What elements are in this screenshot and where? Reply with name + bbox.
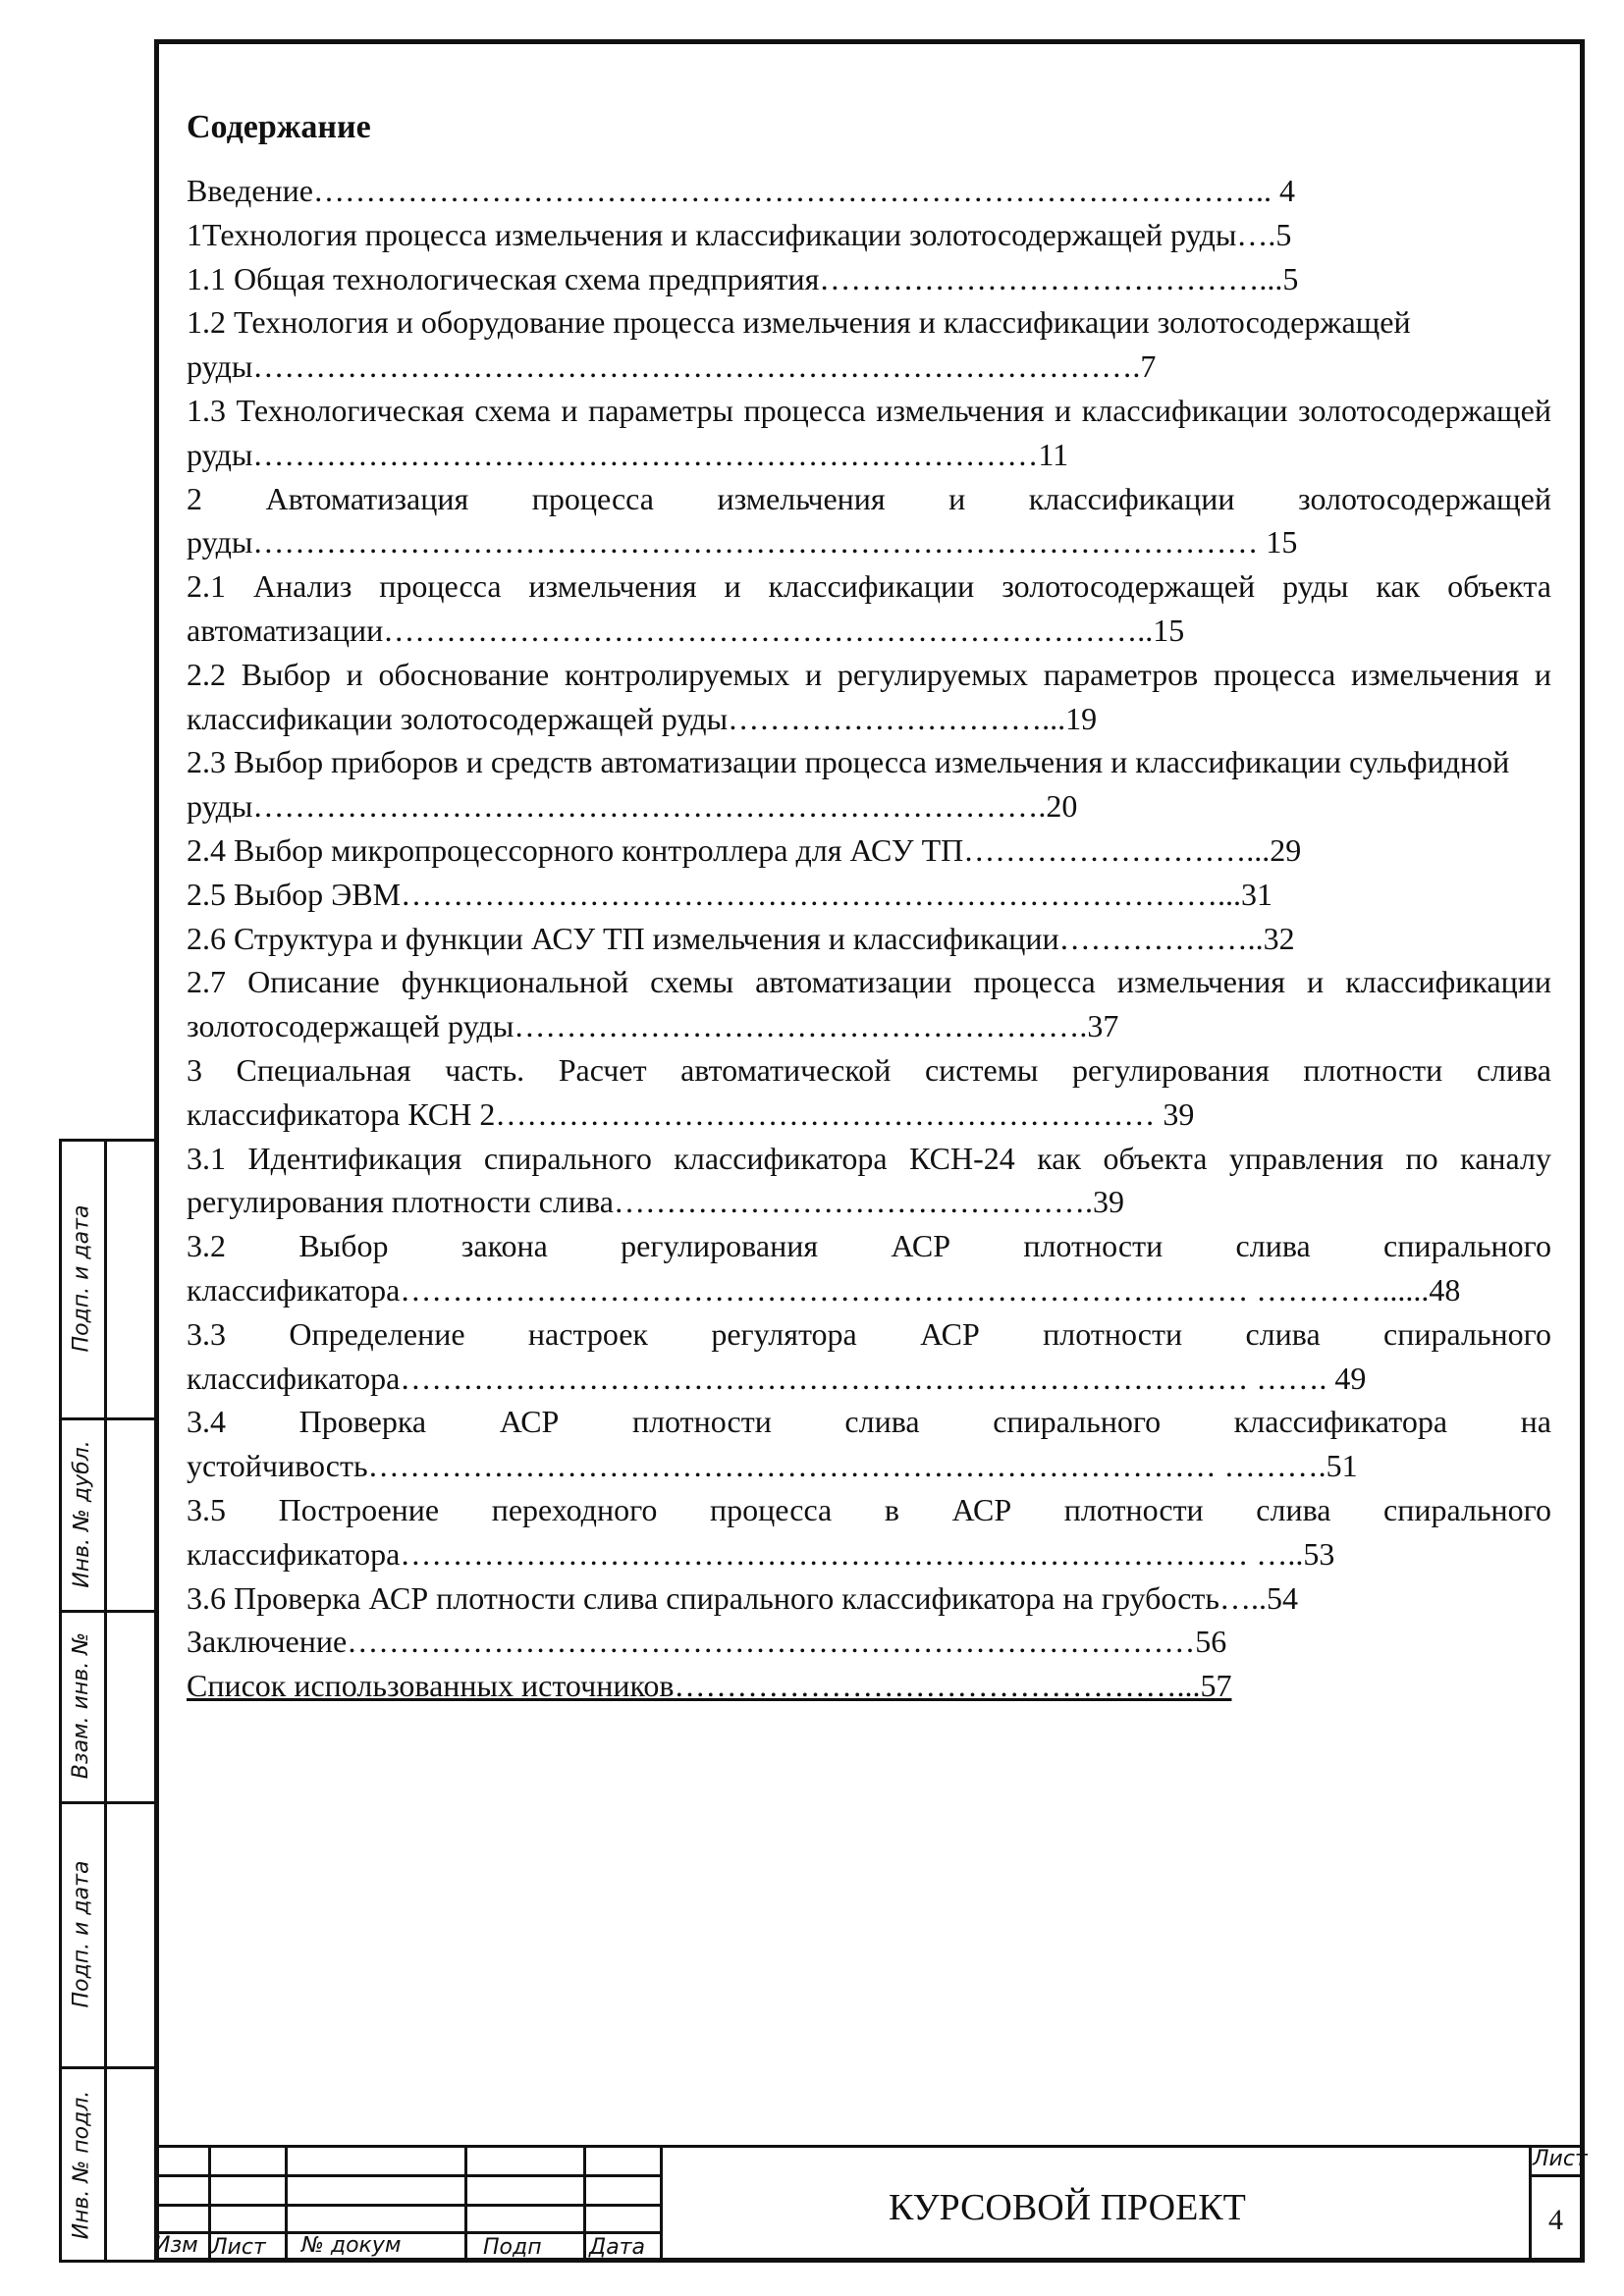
title-block-row-line <box>154 2174 663 2177</box>
toc-entry: руды………………………………………………………………….20 <box>187 788 1078 825</box>
title-block-col-line <box>1529 2145 1532 2263</box>
toc-entry: 1.1 Общая технологическая схема предприятия……………………………………...5 <box>187 260 1299 296</box>
title-block-top-line <box>154 2145 1585 2148</box>
toc-entry: 2 Автоматизация процесса измельчения и классификации золотосодержащей руды…………………………………………………………………………………… 15 <box>187 480 1551 561</box>
toc-entry: 2.1 Анализ процесса измельчения и классификации золотосодержащей руды как объекта автоматизации………………………………………………………………..15 <box>187 568 1551 648</box>
label-izm: Изм <box>154 2233 198 2258</box>
toc-entry: 2.4 Выбор микропроцессорного контроллера для АСУ ТП………………………...29 <box>187 831 1302 868</box>
toc-list <box>187 169 1551 1708</box>
side-label-inv-dubl: Инв. № дубл. <box>69 1439 94 1588</box>
toc-entry: 3.6 Проверка АСР плотности слива спирального классификатора на грубость…..54 <box>187 1579 1298 1616</box>
toc-entry: 1.3 Технологическая схема и параметры процесса измельчения и классификации золотосодержащей руды…………………………………………………………………11 <box>187 392 1551 472</box>
label-podp: Подп <box>483 2235 542 2260</box>
side-label-podp-data-top: Подп. и дата <box>69 1204 94 1352</box>
side-label-vzam-inv: Взам. инв. № <box>69 1631 94 1780</box>
label-data: Дата <box>589 2235 645 2260</box>
toc-entry: 1.2 Технология и оборудование процесса измельчения и классификации золотосодержащей <box>187 304 1411 341</box>
toc-entry: 2.3 Выбор приборов и средств автоматизации процесса измельчения и классификации сульфидной <box>187 744 1510 780</box>
title-block-row-line <box>154 2204 663 2207</box>
toc-entry: 1Технология процесса измельчения и классификации золотосодержащей руды….5 <box>187 216 1292 252</box>
title-block-row-line <box>154 2231 663 2234</box>
side-label-inv-podl: Инв. № подл. <box>69 2090 94 2239</box>
toc-entry: 3.3 Определение настроек регулятора АСР плотности слива спирального классификатора……………………………………………………………………… ……. 49 <box>187 1315 1551 1396</box>
sheet-number: 4 <box>1548 2204 1563 2236</box>
toc-entry: Список использованных источников…………………………………………...57 <box>187 1668 1232 1704</box>
title-block-col-line <box>660 2145 663 2263</box>
page-title: Содержание <box>187 109 371 145</box>
toc-entry: 3.2 Выбор закона регулирования АСР плотности слива спирального классификатора……………………………………………………………………… …………......48 <box>187 1228 1551 1308</box>
title-block <box>154 2145 1588 2263</box>
sheet-cell-line <box>1529 2174 1585 2177</box>
document-title: КУРСОВОЙ ПРОЕКТ <box>889 2187 1246 2228</box>
side-strip-divider <box>104 1139 107 2263</box>
toc-entry: 2.5 Выбор ЭВМ……………………………………………………………………...31 <box>187 876 1273 912</box>
toc-entry: 3.1 Идентификация спирального классификатора КСН-24 как объекта управления по каналу регулирования плотности слива……………………………………….39 <box>187 1140 1551 1220</box>
title-block-col-line <box>583 2145 586 2263</box>
side-label-podp-data-bottom: Подп. и дата <box>69 1860 94 2007</box>
table-of-contents <box>187 106 1551 1708</box>
title-block-col-line <box>464 2145 467 2263</box>
label-dokum: № докум <box>301 2233 402 2258</box>
toc-entry: 3.4 Проверка АСР плотности слива спирального классификатора на устойчивость……………………………………………………………………… ……….51 <box>187 1404 1551 1484</box>
toc-entry: 2.7 Описание функциональной схемы автоматизации процесса измельчения и классификации золотосодержащей руды……………………………………………….37 <box>187 964 1551 1044</box>
toc-entry: 2.6 Структура и функции АСУ ТП измельчения и классификации………………..32 <box>187 920 1295 956</box>
toc-entry: руды………………………………………………………………………….7 <box>187 348 1157 385</box>
label-list: Лист <box>211 2235 266 2260</box>
title-block-col-line <box>285 2145 288 2263</box>
toc-entry: 3 Специальная часть. Расчет автоматической системы регулирования плотности слива классификатора КСН 2……………………………………………………… 39 <box>187 1051 1551 1132</box>
toc-entry: Введение……………………………………………………………………………….. 4 <box>187 173 1295 208</box>
toc-entry: 3.5 Построение переходного процесса в АСР плотности слива спирального классификатора……………………………………………………………………… …..53 <box>187 1491 1551 1572</box>
toc-entry: Заключение………………………………………………………………………56 <box>187 1624 1227 1660</box>
toc-entry: 2.2 Выбор и обоснование контролируемых и регулируемых параметров процесса измельчения и классификации золотосодержащей руды…………………………...19 <box>187 656 1551 736</box>
sheet-label: Лист <box>1533 2147 1588 2171</box>
